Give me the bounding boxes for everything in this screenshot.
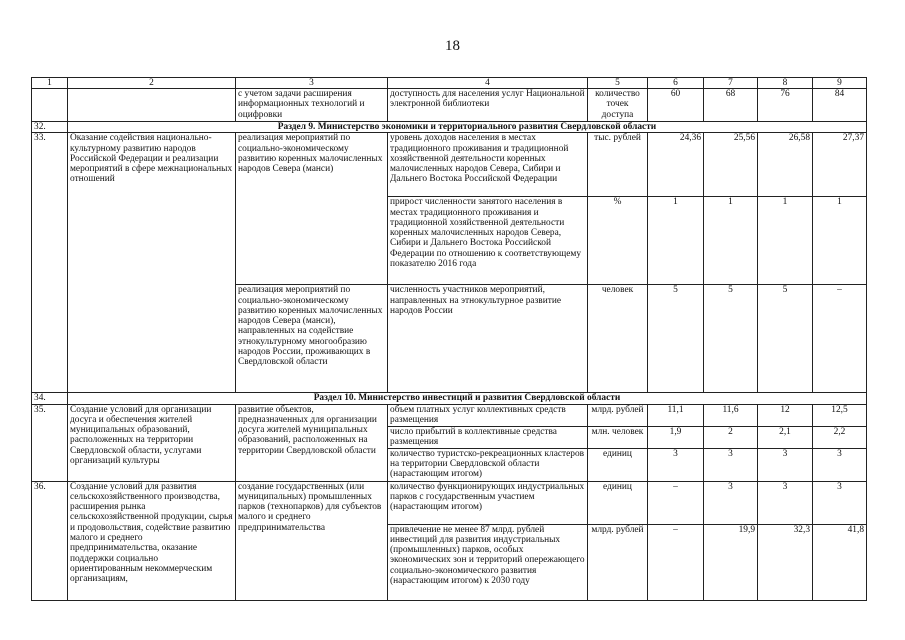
indicators-table — [31, 77, 867, 601]
value-cell: 24,36 — [648, 133, 704, 197]
unit-cell: млрд. рублей — [588, 404, 648, 426]
value-cell: 1,9 — [648, 426, 704, 448]
value-cell: 12 — [758, 404, 813, 426]
task-cell — [68, 89, 236, 122]
row-number: 32. — [32, 122, 68, 133]
col-header-9: 9 — [813, 78, 867, 89]
col-header-4: 4 — [388, 78, 588, 89]
col-header-3: 3 — [236, 78, 388, 89]
col-header-8: 8 — [758, 78, 813, 89]
activity-cell: создание государственных (или муниципальных) промышленных парков (технопарков) для субъектов малого и среднего предпринимательства — [236, 481, 388, 600]
section-row — [32, 122, 867, 133]
col-header-7: 7 — [704, 78, 758, 89]
indicator-cell: объем платных услуг коллективных средств размещения — [388, 404, 588, 426]
section-title: Раздел 9. Министерство экономики и территориального развития Свердловской области — [68, 122, 867, 133]
value-cell: 3 — [704, 448, 758, 481]
indicator-cell: число прибытий в коллективные средства размещения — [388, 426, 588, 448]
value-cell: 2 — [704, 426, 758, 448]
value-cell: 3 — [813, 481, 867, 524]
value-cell: 25,56 — [704, 133, 758, 197]
indicator-cell: прирост численности занятого населения в местах традиционного проживания и традиционной хозяйственной деятельности коренных малочисленных народов Севера, Сибири и Дальнего Востока Российской Федерации по отношению к соответствующему показателю 2016 года — [388, 197, 588, 285]
indicator-cell: привлечение не менее 87 млрд. рублей инвестиций для развития индустриальных (промышленных) парков, особых экономических зон и территорий опережающего социально-экономического развития (нарастающим итогом) к 2030 году — [388, 524, 588, 600]
value-cell: – — [648, 481, 704, 524]
activity-cell: реализация мероприятий по социально-экономическому развитию коренных малочисленных народов Севера (манси) — [236, 133, 388, 285]
unit-cell: человек — [588, 285, 648, 393]
value-cell: 3 — [758, 448, 813, 481]
row-number: 36. — [32, 481, 68, 600]
unit-cell: млрд. рублей — [588, 524, 648, 600]
task-cell: Создание условий для организации досуга и обеспечения жителей муниципальных образований, расположенных на территории Свердловской области, услугами организаций культуры — [68, 404, 236, 481]
value-cell: – — [813, 285, 867, 393]
task-cell: Создание условий для развития сельскохозяйственного производства, расширения рынка сельскохозяйственной продукции, сырья и продовольствия, содействие развитию малого и среднего предпринимательства, оказание поддержки социально ориентированным некоммерческим организациям, — [68, 481, 236, 600]
table-row — [32, 481, 867, 524]
col-header-5: 5 — [588, 78, 648, 89]
unit-cell: единиц — [588, 481, 648, 524]
value-cell: 1 — [813, 197, 867, 285]
page-number: 18 — [445, 38, 460, 54]
col-header-6: 6 — [648, 78, 704, 89]
value-cell: 27,37 — [813, 133, 867, 197]
section-title: Раздел 10. Министерство инвестиций и развития Свердловской области — [68, 393, 867, 404]
unit-cell: количество точек доступа — [588, 89, 648, 122]
value-cell: 3 — [758, 481, 813, 524]
table-row — [32, 133, 867, 197]
value-cell: 41,8 — [813, 524, 867, 600]
indicator-cell: уровень доходов населения в местах традиционного проживания и традиционной хозяйственной деятельности коренных малочисленных народов Севера, Сибири и Дальнего Востока Российской Федерации — [388, 133, 588, 197]
indicator-cell: численность участников мероприятий, направленных на этнокультурное развитие народов России — [388, 285, 588, 393]
value-cell: 11,6 — [704, 404, 758, 426]
value-cell: 3 — [648, 448, 704, 481]
row-number: 35. — [32, 404, 68, 481]
value-cell: 11,1 — [648, 404, 704, 426]
value-cell: 76 — [758, 89, 813, 122]
value-cell: 68 — [704, 89, 758, 122]
value-cell: 1 — [704, 197, 758, 285]
row-number: 34. — [32, 393, 68, 404]
section-row — [32, 393, 867, 404]
table-row — [32, 404, 867, 426]
column-number-row — [32, 78, 867, 89]
row-number — [32, 89, 68, 122]
value-cell: 1 — [758, 197, 813, 285]
activity-cell: развитие объектов, предназначенных для организации досуга жителей муниципальных образований, расположенных на территории Свердловской области — [236, 404, 388, 481]
activity-cell: с учетом задачи расширения информационных технологий и оцифровки — [236, 89, 388, 122]
value-cell: 3 — [813, 448, 867, 481]
unit-cell: млн. человек — [588, 426, 648, 448]
indicator-cell: доступность для населения услуг Национальной электронной библиотеки — [388, 89, 588, 122]
value-cell: 2,2 — [813, 426, 867, 448]
activity-cell: реализация мероприятий по социально-экономическому развитию коренных малочисленных народов Севера (манси), направленных на содействие этнокультурному многообразию народов России, проживающих в Свердловской области — [236, 285, 388, 393]
value-cell: 1 — [648, 197, 704, 285]
value-cell: 19,9 — [704, 524, 758, 600]
task-cell: Оказание содействия национально-культурному развитию народов Российской Федерации и реализации мероприятий в сфере межнациональных отношений — [68, 133, 236, 393]
value-cell: 32,3 — [758, 524, 813, 600]
value-cell: 3 — [704, 481, 758, 524]
value-cell: 5 — [704, 285, 758, 393]
col-header-2: 2 — [68, 78, 236, 89]
unit-cell: единиц — [588, 448, 648, 481]
unit-cell: тыс. рублей — [588, 133, 648, 197]
value-cell: 26,58 — [758, 133, 813, 197]
row-number: 33. — [32, 133, 68, 393]
value-cell: 2,1 — [758, 426, 813, 448]
value-cell: 84 — [813, 89, 867, 122]
value-cell: 5 — [758, 285, 813, 393]
indicator-cell: количество туристско-рекреационных кластеров на территории Свердловской области (нарастающим итогом) — [388, 448, 588, 481]
value-cell: 60 — [648, 89, 704, 122]
col-header-1: 1 — [32, 78, 68, 89]
unit-cell: % — [588, 197, 648, 285]
value-cell: – — [648, 524, 704, 600]
value-cell: 12,5 — [813, 404, 867, 426]
table-row — [32, 89, 867, 122]
value-cell: 5 — [648, 285, 704, 393]
indicator-cell: количество функционирующих индустриальных парков с государственным участием (нарастающим итогом) — [388, 481, 588, 524]
